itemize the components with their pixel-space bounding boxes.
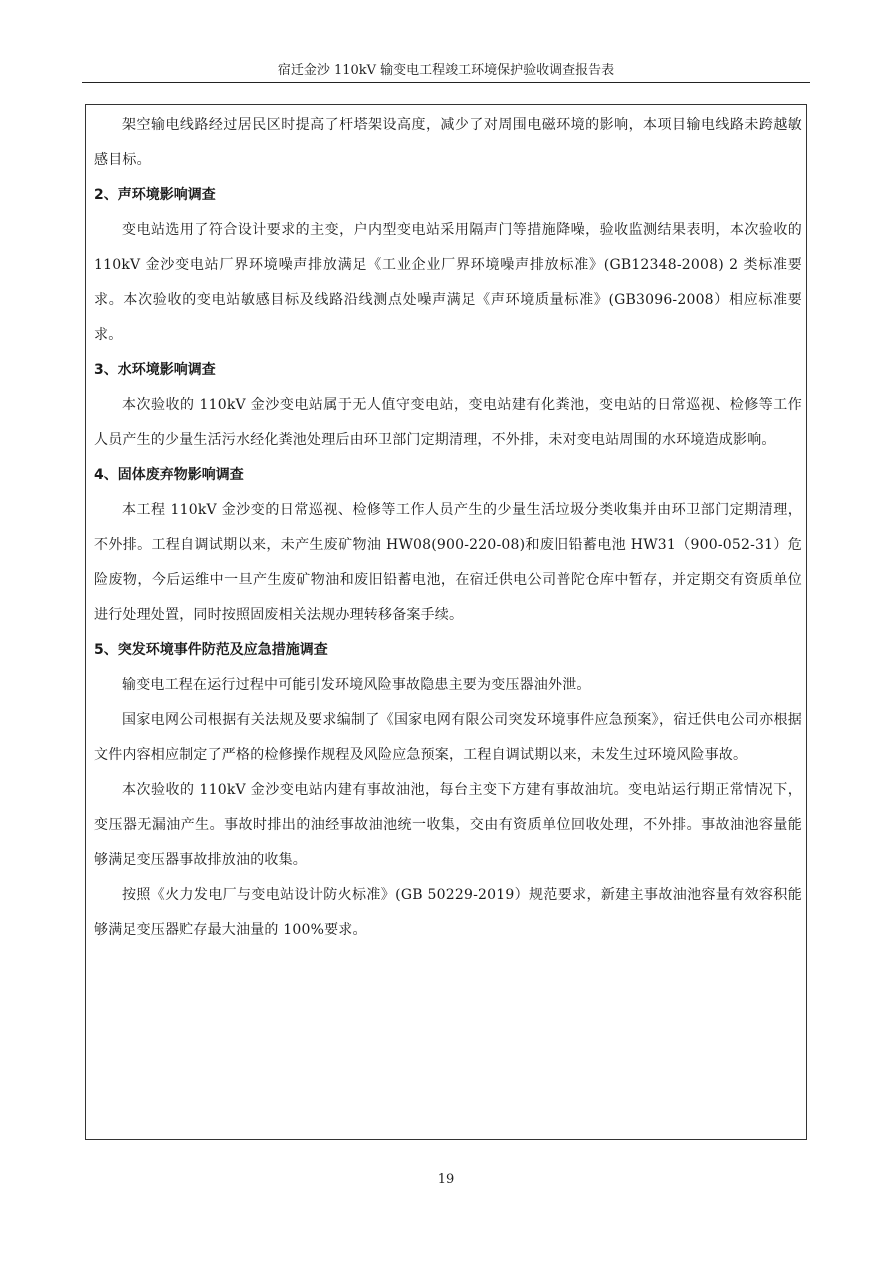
paragraph-emergency-plan: 国家电网公司根据有关法规及要求编制了《国家电网有限公司突发环境事件应急预案》，宿迁供电公司亦根据文件内容相应制定了严格的检修操作规程及风险应急预案，工程自调试期以来，未发生过环境风险事故。 bbox=[94, 712, 802, 763]
heading-water-survey: 3、水环境影响调查 bbox=[94, 362, 216, 378]
paragraph-noise: 变电站选用了符合设计要求的主变，户内型变电站采用隔声门等措施降噪，验收监测结果表明，本次验收的 110kV 金沙变电站厂界环境噪声排放满足《工业企业厂界环境噪声排放标准》(GB12348-2008) 2 类标准要求。本次验收的变电站敏感目标及线路沿线测点处噪声满足《声环境质量标准》(GB3096-2008）相应标准要求。 bbox=[94, 222, 802, 343]
heading-solid-waste-survey: 4、固体废弃物影响调查 bbox=[94, 467, 244, 483]
heading-emergency-survey: 5、突发环境事件防范及应急措施调查 bbox=[94, 642, 328, 658]
page-number: 19 bbox=[437, 1172, 455, 1187]
paragraph-fire-standard: 按照《火力发电厂与变电站设计防火标准》(GB 50229-2019）规范要求，新建主事故油池容量有效容积能够满足变压器贮存最大油量的 100%要求。 bbox=[94, 887, 802, 938]
paragraph-oil-leak-risk: 输变电工程在运行过程中可能引发环境风险事故隐患主要为变压器油外泄。 bbox=[122, 677, 591, 693]
report-body bbox=[94, 108, 802, 948]
report-header-title: 宿迁金沙 110kV 输变电工程竣工环境保护验收调查报告表 bbox=[277, 63, 615, 78]
paragraph-oil-pit: 本次验收的 110kV 金沙变电站内建有事故油池，每台主变下方建有事故油坑。变电站运行期正常情况下，变压器无漏油产生。事故时排出的油经事故油池统一收集，交由有资质单位回收处理，不外排。事故油池容量能够满足变压器事故排放油的收集。 bbox=[94, 782, 802, 868]
paragraph-water: 本次验收的 110kV 金沙变电站属于无人值守变电站，变电站建有化粪池，变电站的日常巡视、检修等工作人员产生的少量生活污水经化粪池处理后由环卫部门定期清理，不外排，未对变电站周围的水环境造成影响。 bbox=[94, 397, 802, 448]
paragraph-line-route: 架空输电线路经过居民区时提高了杆塔架设高度，减少了对周围电磁环境的影响，本项目输电线路未跨越敏感目标。 bbox=[94, 117, 802, 168]
heading-noise-survey: 2、声环境影响调查 bbox=[94, 187, 216, 203]
paragraph-solid-waste: 本工程 110kV 金沙变的日常巡视、检修等工作人员产生的少量生活垃圾分类收集并由环卫部门定期清理，不外排。工程自调试期以来，未产生废矿物油 HW08(900-220-08)和废旧铅蓄电池 HW31（900-052-31）危险废物，今后运维中一旦产生废矿物油和废旧铅蓄电池，在宿迁供电公司普陀仓库中暂存，并定期交有资质单位进行处理处置，同时按照固废相关法规办理转移备案手续。 bbox=[94, 502, 802, 623]
header-divider bbox=[82, 82, 810, 83]
